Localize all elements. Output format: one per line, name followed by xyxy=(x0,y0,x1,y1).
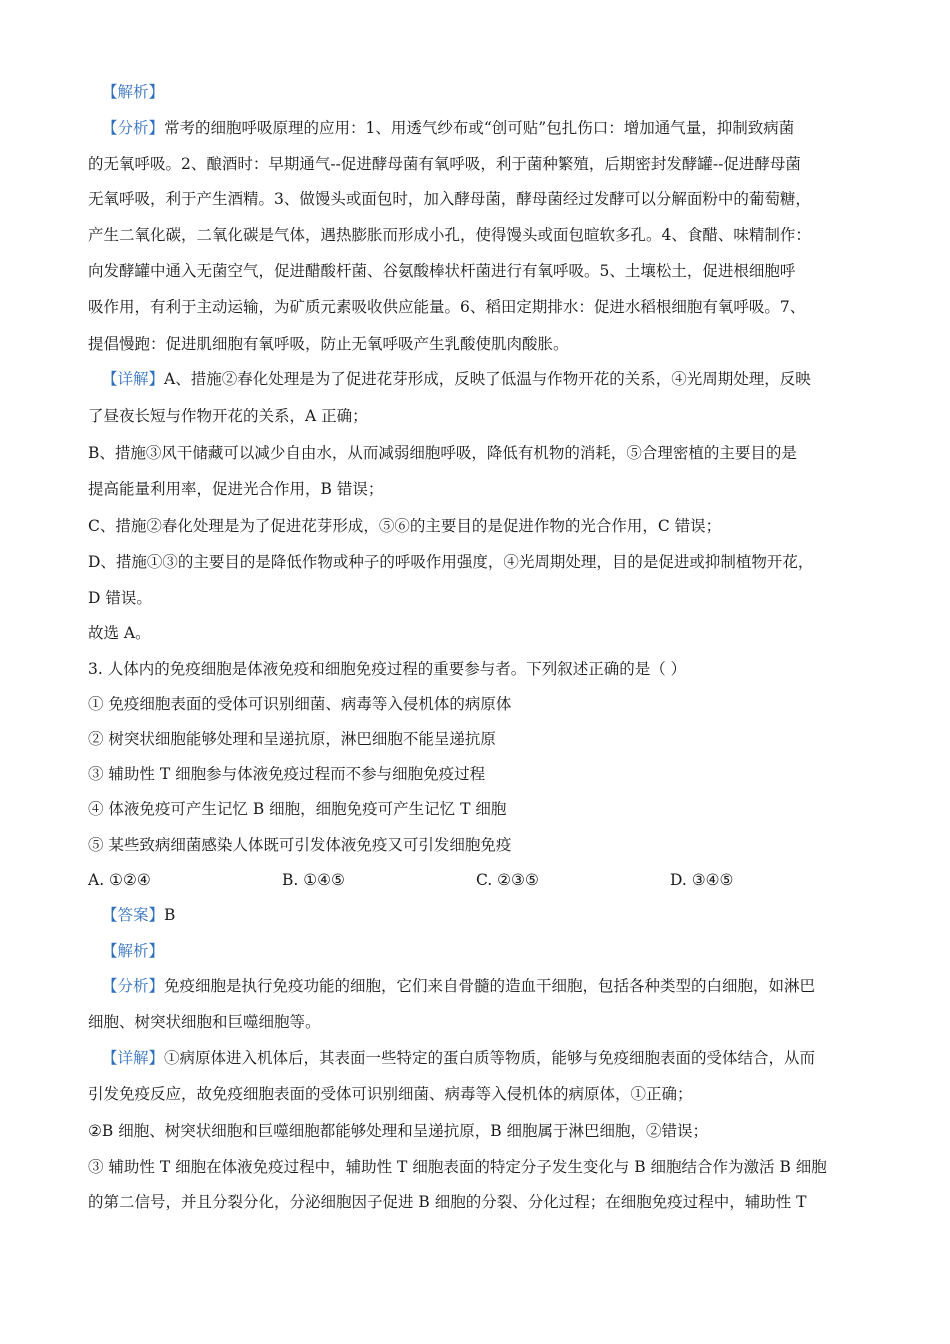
line-text: ③ 辅助性 T 细胞参与体液免疫过程而不参与细胞免疫过程 xyxy=(88,765,486,783)
answer-option: C. ②③⑤ xyxy=(476,871,539,889)
text-line xyxy=(102,1048,862,1068)
text-line xyxy=(102,905,862,925)
text-line xyxy=(88,516,863,536)
line-text: D 错误。 xyxy=(88,589,152,607)
section-label: 【解析】 xyxy=(102,83,165,101)
text-line xyxy=(102,118,862,138)
text-line xyxy=(88,552,863,572)
line-text: B xyxy=(164,906,176,924)
section-label: 【详解】 xyxy=(102,370,165,388)
text-line xyxy=(102,82,862,102)
text-line xyxy=(102,976,862,996)
section-label: 【解析】 xyxy=(102,942,165,960)
line-text: ⑤ 某些致病细菌感染人体既可引发体液免疫又可引发细胞免疫 xyxy=(88,836,512,854)
text-line xyxy=(88,189,863,209)
line-text: ② 树突状细胞能够处理和呈递抗原，淋巴细胞不能呈递抗原 xyxy=(88,730,496,748)
line-text: 了昼夜长短与作物开花的关系，A 正确； xyxy=(88,407,368,425)
text-line xyxy=(88,659,863,679)
text-line xyxy=(88,1121,863,1141)
line-text: 的无氧呼吸。2、酿酒时：早期通气--促进酵母菌有氧呼吸，利于菌种繁殖，后期密封发酵罐--促进酵母菌 xyxy=(88,155,801,173)
line-text: 免疫细胞是执行免疫功能的细胞，它们来自骨髓的造血干细胞，包括各种类型的白细胞，如淋巴 xyxy=(164,977,816,995)
text-line xyxy=(88,1084,863,1104)
text-line xyxy=(88,694,863,714)
line-text: 常考的细胞呼吸原理的应用：1、用透气纱布或“创可贴”包扎伤口：增加通气量，抑制致病菌 xyxy=(164,119,795,137)
section-label: 【答案】 xyxy=(102,906,165,924)
text-line xyxy=(88,479,863,499)
text-line xyxy=(102,941,862,961)
text-line xyxy=(88,799,863,819)
line-text: ③ 辅助性 T 细胞在体液免疫过程中，辅助性 T 细胞表面的特定分子发生变化与 B 细胞结合作为激活 B 细胞 xyxy=(88,1158,827,1176)
line-text: 产生二氧化碳，二氧化碳是气体，遇热膨胀而形成小孔，使得馒头或面包暄软多孔。4、食醋、味精制作： xyxy=(88,226,811,244)
section-label: 【详解】 xyxy=(102,1049,165,1067)
text-line xyxy=(88,588,863,608)
line-text: D、措施①③的主要目的是降低作物或种子的呼吸作用强度，④光周期处理，目的是促进或抑制植物开花， xyxy=(88,553,814,571)
text-line xyxy=(88,1192,863,1212)
text-line xyxy=(88,1012,863,1032)
text-line xyxy=(88,225,863,245)
text-line xyxy=(88,1157,863,1177)
answer-option: D. ③④⑤ xyxy=(670,871,734,889)
text-line xyxy=(88,835,863,855)
text-line xyxy=(88,729,863,749)
line-text: 吸作用，有利于主动运输，为矿质元素吸收供应能量。6、稻田定期排水：促进水稻根细胞有氧呼吸。7、 xyxy=(88,298,806,316)
line-text: 向发酵罐中通入无菌空气，促进醋酸杆菌、谷氨酸棒状杆菌进行有氧呼吸。5、土壤松土，促进根细胞呼 xyxy=(88,262,796,280)
line-text: C、措施②春化处理是为了促进花芽形成，⑤⑥的主要目的是促进作物的光合作用，C 错误； xyxy=(88,517,722,535)
text-line xyxy=(88,261,863,281)
text-line xyxy=(88,297,863,317)
line-text: 提倡慢跑：促进肌细胞有氧呼吸，防止无氧呼吸产生乳酸使肌肉酸胀。 xyxy=(88,335,569,353)
line-text: 无氧呼吸，利于产生酒精。3、做馒头或面包时，加入酵母菌，酵母菌经过发酵可以分解面粉中的葡萄糖， xyxy=(88,190,811,208)
line-text: 提高能量利用率，促进光合作用，B 错误； xyxy=(88,480,384,498)
text-line xyxy=(88,334,863,354)
line-text: ①病原体进入机体后，其表面一些特定的蛋白质等物质，能够与免疫细胞表面的受体结合，从而 xyxy=(164,1049,816,1067)
line-text: 引发免疫反应，故免疫细胞表面的受体可识别细菌、病毒等入侵机体的病原体，①正确； xyxy=(88,1085,693,1103)
text-line xyxy=(88,623,863,643)
line-text: B、措施③风干储藏可以减少自由水，从而减弱细胞呼吸，降低有机物的消耗，⑤合理密植的主要目的是 xyxy=(88,444,797,462)
line-text: ②B 细胞、树突状细胞和巨噬细胞都能够处理和呈递抗原，B 细胞属于淋巴细胞，②错误； xyxy=(88,1122,709,1140)
line-text: ① 免疫细胞表面的受体可识别细菌、病毒等入侵机体的病原体 xyxy=(88,695,512,713)
line-text: 细胞、树突状细胞和巨噬细胞等。 xyxy=(88,1013,321,1031)
text-line xyxy=(88,764,863,784)
line-text: 3. 人体内的免疫细胞是体液免疫和细胞免疫过程的重要参与者。下列叙述正确的是（ ） xyxy=(88,660,687,678)
text-line xyxy=(102,369,862,389)
line-text: 的第二信号，并且分裂分化，分泌细胞因子促进 B 细胞的分裂、分化过程；在细胞免疫过程中，辅助性 T xyxy=(88,1193,807,1211)
text-line xyxy=(88,154,863,174)
section-label: 【分析】 xyxy=(102,119,165,137)
answer-option: B. ①④⑤ xyxy=(282,871,345,889)
text-line xyxy=(88,406,863,426)
answer-option: A. ①②④ xyxy=(88,871,151,889)
text-line xyxy=(88,443,863,463)
line-text: A、措施②春化处理是为了促进花芽形成，反映了低温与作物开花的关系，④光周期处理，反映 xyxy=(164,370,811,388)
line-text: ④ 体液免疫可产生记忆 B 细胞，细胞免疫可产生记忆 T 细胞 xyxy=(88,800,507,818)
line-text: 故选 A。 xyxy=(88,624,151,642)
section-label: 【分析】 xyxy=(102,977,165,995)
